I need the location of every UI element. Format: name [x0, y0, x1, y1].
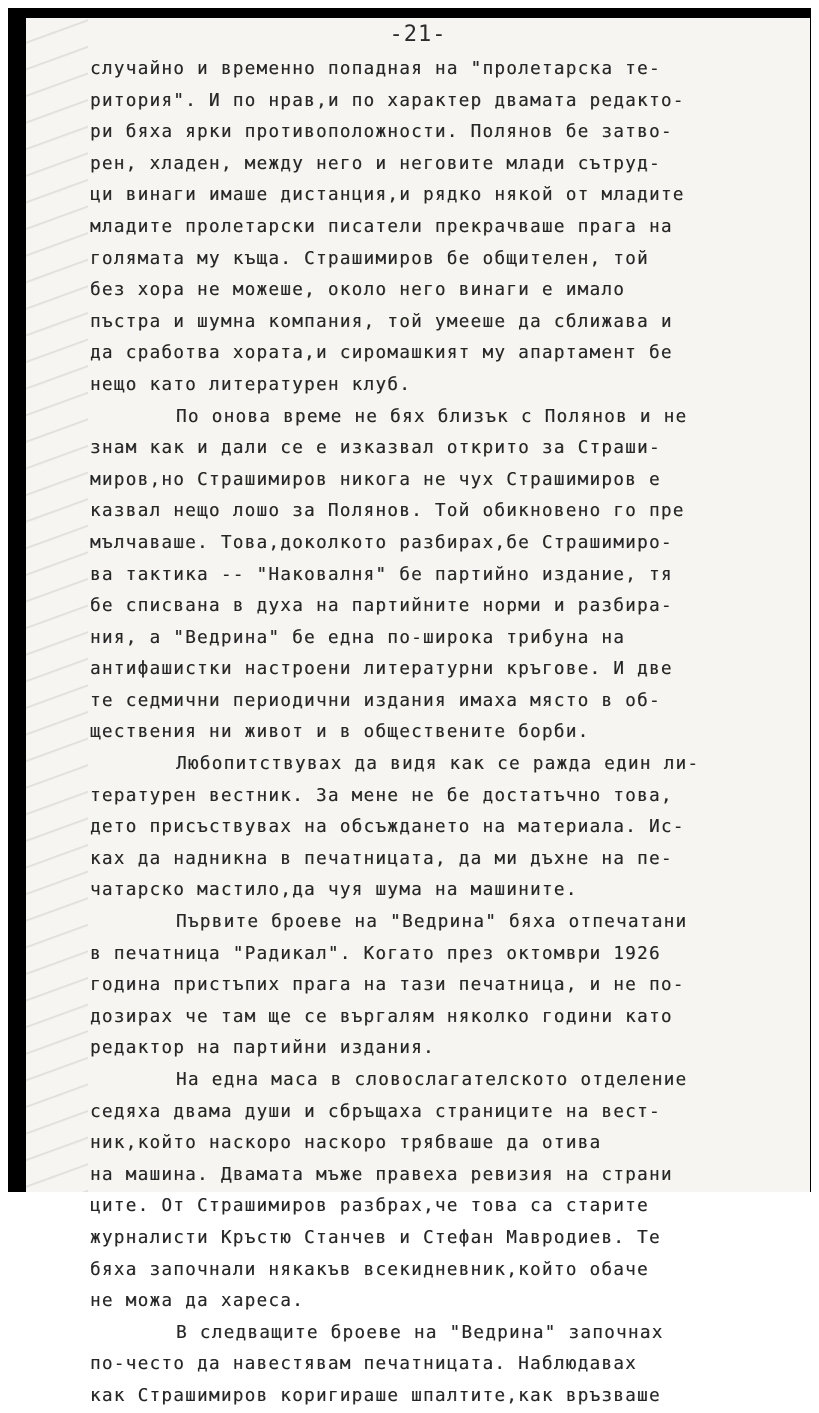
text-line: по-често да навестявам печатницата. Наблюдавах [90, 1354, 638, 1375]
text-line: ник,който наскоро наскоро трябваше да отива [90, 1133, 602, 1154]
text-line: бяха започнали някакъв всекидневник,който обаче [90, 1259, 649, 1280]
text-line: случайно и временно попадная на "пролетарска те- [90, 59, 661, 79]
text-line: ците. От Страшимиров разбрах,че това са старите [90, 1196, 649, 1217]
text-line: ния, а "Ведрина" бе една по-широка трибуна на [90, 627, 626, 648]
text-line: седяха двама души и сбръщаха страниците на вест- [90, 1101, 661, 1122]
text-line: Любопитствувах да видя как се ражда един ли- [176, 754, 700, 775]
text-line: ци винаги имаше дистанция,и рядко някой от младите [90, 185, 685, 206]
text-line: младите пролетарски писатели прекрачваше прага на [90, 216, 673, 237]
typewritten-page [26, 18, 810, 1406]
text-line: дето присъствувах на обсъждането на материала. Ис- [90, 817, 685, 838]
document-frame [8, 8, 811, 1406]
text-line: голямата му къща. Страшимиров бе общителен, той [90, 248, 649, 269]
text-line: година пристъпих прага на тази печатница, и не по- [90, 975, 685, 996]
page-number: -21- [389, 22, 447, 47]
text-line: казвал нещо лошо за Полянов. Той обикновено го пре [90, 501, 685, 522]
text-line: на машина. Двамата мъже правеха ревизия на страни [90, 1164, 673, 1185]
text-line: те седмични периодични издания имаха място в об- [90, 690, 661, 711]
text-line: в печатница "Радикал". Когато през октомври 1926 [90, 943, 661, 964]
text-line: По онова време не бях близък с Полянов и не [176, 406, 688, 427]
text-line: без хора не можеше, около него винаги е имало [90, 280, 626, 301]
text-line: мълчаваше. Това,доколкото разбирах,бе Страшимиро- [90, 532, 673, 553]
text-line: знам как и дали се е изказвал открито за Страши- [90, 438, 661, 459]
text-line: не можа да хареса. [90, 1291, 305, 1312]
text-line: дозирах че там ще се въргалям няколко години като [90, 1006, 673, 1027]
text-line: На една маса в словослагателското отделение [176, 1070, 688, 1090]
text-line: чатарско мастило,да чуя шума на машините. [90, 880, 578, 901]
text-line: нещо като литературен клуб. [90, 374, 412, 395]
text-line: как Страшимиров коригираше шпалтите,как връзваше [90, 1385, 661, 1406]
body-text [90, 54, 802, 1413]
text-line: ритория". И по нрав,и по характер двамата редакто- [90, 90, 685, 111]
text-line: антифашистки настроени литературни кръгове. И две [90, 659, 673, 680]
text-line: журналисти Кръстю Станчев и Стефан Мавродиев. Те [90, 1227, 661, 1248]
text-line: ществения ни живот и в обществените борби. [90, 722, 590, 743]
text-line: ках да надникна в печатницата, да ми дъхне на пе- [90, 848, 673, 869]
text-line: да сработва хората,и сиромашкият му апартамент бе [90, 343, 673, 364]
text-line: Първите броеве на "Ведрина" бяха отпечатани [176, 912, 688, 933]
text-line: В следващите броеве на "Ведрина" започнах [176, 1322, 664, 1343]
text-line: рен, хладен, между него и неговите млади сътруд- [90, 153, 661, 174]
text-line: пъстра и шумна компания, той умееше да сближава и [90, 311, 673, 332]
text-line: редактор на партийни издания. [90, 1038, 435, 1059]
text-line: тературен вестник. За мене не бе достатъчно това, [90, 785, 673, 806]
text-line: ва тактика -- "Наковалня" бе партийно издание, тя [90, 564, 673, 585]
text-line: миров,но Страшимиров никога не чух Страшимиров е [90, 469, 661, 490]
text-line: ри бяха ярки противоположности. Полянов бе затво- [90, 122, 673, 143]
text-line: бе списвана в духа на партийните норми и разбира- [90, 596, 673, 617]
